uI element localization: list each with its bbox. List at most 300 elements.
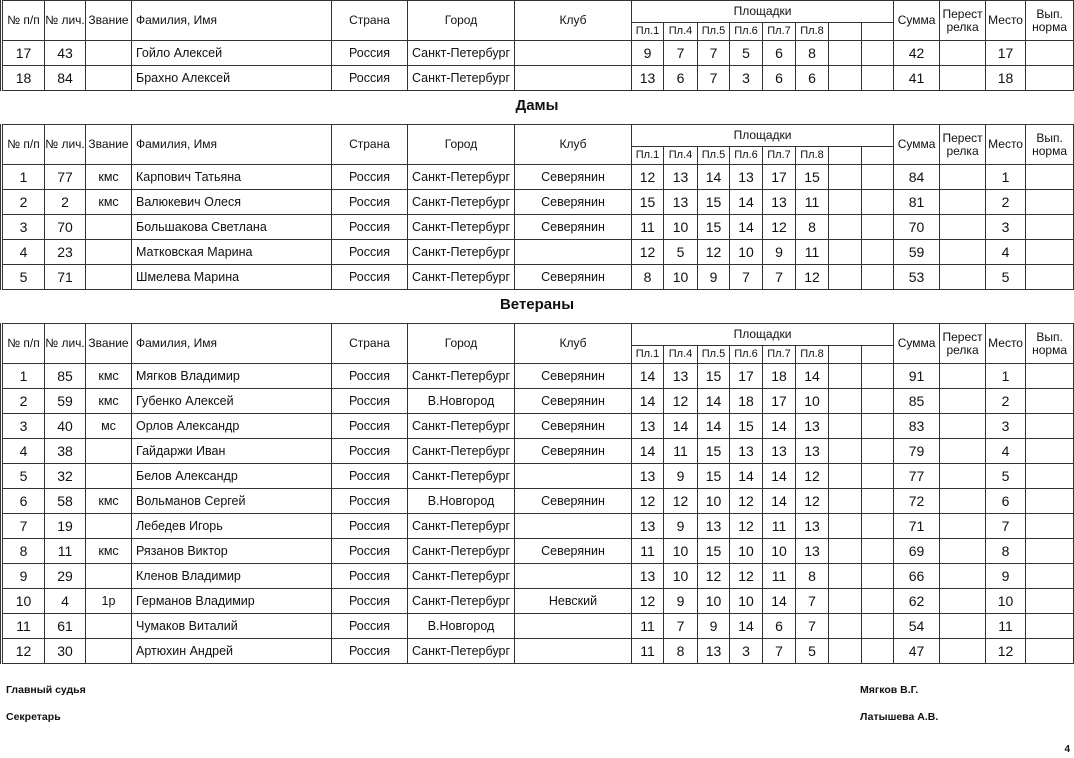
cell-country: Россия [332,190,408,215]
cell-venue-score: 15 [698,364,730,389]
cell-license: 85 [45,364,86,389]
cell-venue-score: 12 [632,489,664,514]
cell-name: Гайдаржи Иван [132,439,332,464]
col-header-city: Город [408,125,515,165]
cell-venue-score: 13 [632,66,664,91]
cell-norm [1026,614,1074,639]
cell-venue-score: 9 [664,464,698,489]
cell-venue-score [829,589,862,614]
cell-city: Санкт-Петербург [408,265,515,290]
cell-np: 7 [2,514,45,539]
cell-place: 11 [986,614,1026,639]
col-header-reshoot: Перест релка [940,125,986,165]
cell-license: 61 [45,614,86,639]
cell-venue-score: 15 [698,439,730,464]
col-header-venue-1: Пл.1 [632,147,664,165]
cell-place: 17 [986,41,1026,66]
cell-club: Северянин [515,414,632,439]
cell-city: В.Новгород [408,389,515,414]
cell-venue-score: 10 [664,539,698,564]
table-row [2,439,1074,464]
cell-place: 2 [986,389,1026,414]
cell-country: Россия [332,364,408,389]
results-table-0 [0,0,1074,91]
cell-reshoot [940,639,986,664]
cell-venue-score: 12 [698,240,730,265]
cell-venue-score: 14 [763,464,796,489]
cell-country: Россия [332,165,408,190]
cell-name: Губенко Алексей [132,389,332,414]
cell-norm [1026,464,1074,489]
cell-rank: мс [86,414,132,439]
cell-np: 5 [2,265,45,290]
col-header-club: Клуб [515,125,632,165]
cell-venue-score: 13 [698,639,730,664]
cell-place: 2 [986,190,1026,215]
cell-place: 7 [986,514,1026,539]
cell-np: 3 [2,215,45,240]
cell-venue-score: 14 [632,389,664,414]
table-row [2,614,1074,639]
cell-license: 29 [45,564,86,589]
cell-venue-score: 10 [730,589,763,614]
cell-place: 9 [986,564,1026,589]
cell-club: Северянин [515,439,632,464]
cell-reshoot [940,539,986,564]
cell-club [515,240,632,265]
cell-venue-score: 11 [632,614,664,639]
cell-license: 30 [45,639,86,664]
cell-club: Северянин [515,389,632,414]
col-header-name: Фамилия, Имя [132,125,332,165]
cell-club: Северянин [515,539,632,564]
cell-club: Северянин [515,190,632,215]
cell-np: 18 [2,66,45,91]
cell-venue-score: 13 [664,190,698,215]
table-row [2,41,1074,66]
cell-venue-score [862,564,894,589]
cell-venue-score: 9 [763,240,796,265]
cell-country: Россия [332,439,408,464]
chief-judge-label: Главный судья [6,684,86,696]
cell-venue-score [862,165,894,190]
col-header-venue-3: Пл.5 [698,346,730,364]
cell-venue-score: 9 [632,41,664,66]
cell-city: В.Новгород [408,489,515,514]
col-header-rank: Звание [86,324,132,364]
results-table-1 [0,124,1074,290]
cell-venue-score: 10 [730,539,763,564]
cell-venue-score: 18 [763,364,796,389]
cell-place: 3 [986,414,1026,439]
col-header-venue-7 [829,346,862,364]
cell-venue-score: 15 [698,464,730,489]
cell-venue-score: 14 [763,489,796,514]
cell-name: Орлов Александр [132,414,332,439]
col-header-license: № лич. [45,324,86,364]
cell-venue-score [862,439,894,464]
cell-venue-score: 11 [632,639,664,664]
cell-venue-score: 13 [763,190,796,215]
cell-city: Санкт-Петербург [408,539,515,564]
results-table-2 [0,323,1074,664]
col-header-place: Место [986,324,1026,364]
col-header-venue-7 [829,23,862,41]
cell-norm [1026,364,1074,389]
cell-name: Лебедев Игорь [132,514,332,539]
cell-venue-score: 14 [698,389,730,414]
cell-name: Кленов Владимир [132,564,332,589]
cell-rank: кмс [86,165,132,190]
cell-venue-score: 14 [730,464,763,489]
cell-venue-score [829,614,862,639]
cell-norm [1026,265,1074,290]
cell-norm [1026,215,1074,240]
table-row [2,564,1074,589]
cell-city: Санкт-Петербург [408,41,515,66]
cell-country: Россия [332,464,408,489]
cell-country: Россия [332,265,408,290]
cell-sum: 81 [894,190,940,215]
cell-license: 2 [45,190,86,215]
col-header-sum: Сумма [894,1,940,41]
cell-reshoot [940,165,986,190]
cell-venue-score: 10 [730,240,763,265]
cell-sum: 85 [894,389,940,414]
cell-reshoot [940,240,986,265]
cell-venue-score [829,66,862,91]
cell-venue-score: 3 [730,66,763,91]
cell-rank [86,240,132,265]
section-title-veterans: Ветераны [499,296,575,313]
cell-name: Рязанов Виктор [132,539,332,564]
cell-venue-score: 9 [698,614,730,639]
cell-venue-score: 13 [664,364,698,389]
cell-city: Санкт-Петербург [408,439,515,464]
cell-reshoot [940,190,986,215]
cell-venue-score: 10 [698,489,730,514]
cell-city: Санкт-Петербург [408,564,515,589]
table-row [2,66,1074,91]
col-header-np: № п/п [2,125,45,165]
cell-city: Санкт-Петербург [408,514,515,539]
cell-venue-score: 15 [730,414,763,439]
col-header-name: Фамилия, Имя [132,324,332,364]
cell-venue-score: 7 [730,265,763,290]
cell-place: 5 [986,464,1026,489]
cell-name: Чумаков Виталий [132,614,332,639]
cell-sum: 69 [894,539,940,564]
table-row [2,364,1074,389]
cell-rank: кмс [86,389,132,414]
cell-place: 4 [986,240,1026,265]
cell-club [515,464,632,489]
cell-sum: 79 [894,439,940,464]
cell-name: Вольманов Сергей [132,489,332,514]
cell-venue-score [829,41,862,66]
cell-reshoot [940,439,986,464]
cell-venue-score: 13 [730,165,763,190]
cell-venue-score: 12 [796,489,829,514]
cell-city: Санкт-Петербург [408,66,515,91]
cell-venue-score: 12 [632,589,664,614]
cell-norm [1026,414,1074,439]
cell-venue-score: 7 [698,66,730,91]
cell-venue-score: 12 [730,489,763,514]
cell-place: 6 [986,489,1026,514]
cell-reshoot [940,614,986,639]
cell-rank [86,514,132,539]
table-row [2,190,1074,215]
cell-norm [1026,564,1074,589]
cell-venue-score [862,539,894,564]
cell-club [515,564,632,589]
cell-venue-score: 13 [730,439,763,464]
cell-reshoot [940,389,986,414]
cell-license: 19 [45,514,86,539]
cell-place: 1 [986,364,1026,389]
cell-venue-score: 11 [796,240,829,265]
cell-venue-score: 12 [730,564,763,589]
col-header-venue-6: Пл.8 [796,346,829,364]
col-header-license: № лич. [45,1,86,41]
cell-reshoot [940,464,986,489]
cell-reshoot [940,589,986,614]
cell-venue-score [862,464,894,489]
table-row [2,639,1074,664]
col-header-venue-3: Пл.5 [698,23,730,41]
cell-norm [1026,240,1074,265]
cell-venue-score: 17 [763,165,796,190]
cell-venue-score: 7 [763,639,796,664]
cell-name: Артюхин Андрей [132,639,332,664]
col-header-venue-2: Пл.4 [664,147,698,165]
cell-venue-score: 9 [664,589,698,614]
cell-sum: 54 [894,614,940,639]
cell-venue-score [829,564,862,589]
cell-venue-score: 7 [698,41,730,66]
cell-venue-score: 12 [796,464,829,489]
cell-venue-score: 12 [664,489,698,514]
cell-rank [86,464,132,489]
cell-club [515,66,632,91]
section-title-women: Дамы [515,97,559,114]
col-header-norm: Вып. норма [1026,1,1074,41]
cell-norm [1026,539,1074,564]
cell-sum: 84 [894,165,940,190]
cell-norm [1026,439,1074,464]
cell-country: Россия [332,564,408,589]
cell-venue-score: 14 [698,165,730,190]
cell-rank [86,265,132,290]
cell-venue-score: 14 [730,215,763,240]
header-row [2,324,1074,346]
cell-venue-score: 8 [796,41,829,66]
cell-venue-score [829,639,862,664]
cell-venue-score: 9 [664,514,698,539]
cell-venue-score [829,464,862,489]
table-row [2,240,1074,265]
cell-venue-score: 9 [698,265,730,290]
col-header-venue-1: Пл.1 [632,346,664,364]
cell-city: Санкт-Петербург [408,414,515,439]
cell-venue-score: 7 [664,614,698,639]
cell-venue-score [862,514,894,539]
cell-country: Россия [332,514,408,539]
cell-name: Карпович Татьяна [132,165,332,190]
cell-reshoot [940,265,986,290]
cell-reshoot [940,66,986,91]
cell-city: Санкт-Петербург [408,464,515,489]
cell-place: 10 [986,589,1026,614]
cell-venue-score: 11 [763,514,796,539]
col-header-name: Фамилия, Имя [132,1,332,41]
col-header-country: Страна [332,324,408,364]
cell-venue-score: 6 [763,66,796,91]
cell-venue-score: 8 [632,265,664,290]
cell-venue-score: 10 [664,564,698,589]
cell-venue-score [862,389,894,414]
col-header-place: Место [986,1,1026,41]
cell-license: 23 [45,240,86,265]
cell-venue-score: 14 [632,439,664,464]
cell-country: Россия [332,639,408,664]
table-row [2,539,1074,564]
cell-venue-score [829,414,862,439]
col-header-venues: Площадки [632,125,894,147]
cell-rank [86,66,132,91]
cell-venue-score: 10 [664,215,698,240]
col-header-norm: Вып. норма [1026,125,1074,165]
cell-city: Санкт-Петербург [408,165,515,190]
cell-club: Северянин [515,364,632,389]
col-header-license: № лич. [45,125,86,165]
cell-np: 1 [2,165,45,190]
cell-venue-score: 14 [763,589,796,614]
cell-venue-score: 6 [763,41,796,66]
cell-venue-score: 14 [698,414,730,439]
table-row [2,514,1074,539]
cell-country: Россия [332,240,408,265]
cell-name: Белов Александр [132,464,332,489]
cell-place: 8 [986,539,1026,564]
cell-venue-score [862,66,894,91]
cell-np: 2 [2,190,45,215]
cell-np: 4 [2,439,45,464]
cell-venue-score: 12 [796,265,829,290]
cell-venue-score: 15 [632,190,664,215]
cell-venue-score: 12 [632,240,664,265]
cell-norm [1026,41,1074,66]
cell-venue-score: 14 [796,364,829,389]
cell-club: Северянин [515,165,632,190]
cell-place: 4 [986,439,1026,464]
cell-venue-score: 11 [664,439,698,464]
cell-license: 58 [45,489,86,514]
cell-venue-score: 17 [763,389,796,414]
cell-venue-score: 14 [730,190,763,215]
cell-venue-score: 8 [664,639,698,664]
cell-np: 17 [2,41,45,66]
cell-city: Санкт-Петербург [408,240,515,265]
cell-venue-score: 10 [664,265,698,290]
cell-venue-score: 12 [698,564,730,589]
cell-venue-score: 10 [698,589,730,614]
cell-venue-score: 18 [730,389,763,414]
cell-np: 9 [2,564,45,589]
col-header-venue-5: Пл.7 [763,346,796,364]
cell-venue-score: 13 [763,439,796,464]
cell-np: 10 [2,589,45,614]
cell-venue-score: 13 [632,564,664,589]
cell-name: Гойло Алексей [132,41,332,66]
cell-venue-score: 13 [664,165,698,190]
cell-sum: 71 [894,514,940,539]
cell-venue-score: 14 [664,414,698,439]
cell-venue-score [862,190,894,215]
cell-venue-score [829,215,862,240]
cell-name: Матковская Марина [132,240,332,265]
col-header-city: Город [408,324,515,364]
cell-rank: 1р [86,589,132,614]
cell-venue-score: 14 [763,414,796,439]
cell-sum: 83 [894,414,940,439]
col-header-norm: Вып. норма [1026,324,1074,364]
col-header-venue-4: Пл.6 [730,23,763,41]
secretary-name: Латышева А.В. [860,711,939,723]
cell-venue-score [829,489,862,514]
table-row [2,215,1074,240]
cell-venue-score: 12 [664,389,698,414]
cell-venue-score: 5 [664,240,698,265]
col-header-club: Клуб [515,1,632,41]
col-header-venue-1: Пл.1 [632,23,664,41]
cell-venue-score [829,539,862,564]
cell-country: Россия [332,41,408,66]
cell-sum: 91 [894,364,940,389]
cell-city: Санкт-Петербург [408,364,515,389]
cell-reshoot [940,514,986,539]
cell-venue-score: 13 [632,514,664,539]
cell-venue-score [862,489,894,514]
cell-norm [1026,389,1074,414]
cell-venue-score: 13 [632,464,664,489]
cell-name: Германов Владимир [132,589,332,614]
cell-norm [1026,66,1074,91]
cell-venue-score: 7 [664,41,698,66]
cell-city: В.Новгород [408,614,515,639]
cell-venue-score: 13 [796,514,829,539]
cell-np: 2 [2,389,45,414]
cell-club: Северянин [515,215,632,240]
col-header-np: № п/п [2,324,45,364]
cell-place: 18 [986,66,1026,91]
cell-country: Россия [332,614,408,639]
cell-reshoot [940,41,986,66]
cell-rank [86,639,132,664]
col-header-np: № п/п [2,1,45,41]
cell-norm [1026,589,1074,614]
cell-reshoot [940,215,986,240]
cell-venue-score: 3 [730,639,763,664]
cell-license: 77 [45,165,86,190]
cell-venue-score: 11 [763,564,796,589]
cell-country: Россия [332,389,408,414]
cell-venue-score: 13 [698,514,730,539]
col-header-club: Клуб [515,324,632,364]
cell-rank: кмс [86,364,132,389]
cell-license: 38 [45,439,86,464]
